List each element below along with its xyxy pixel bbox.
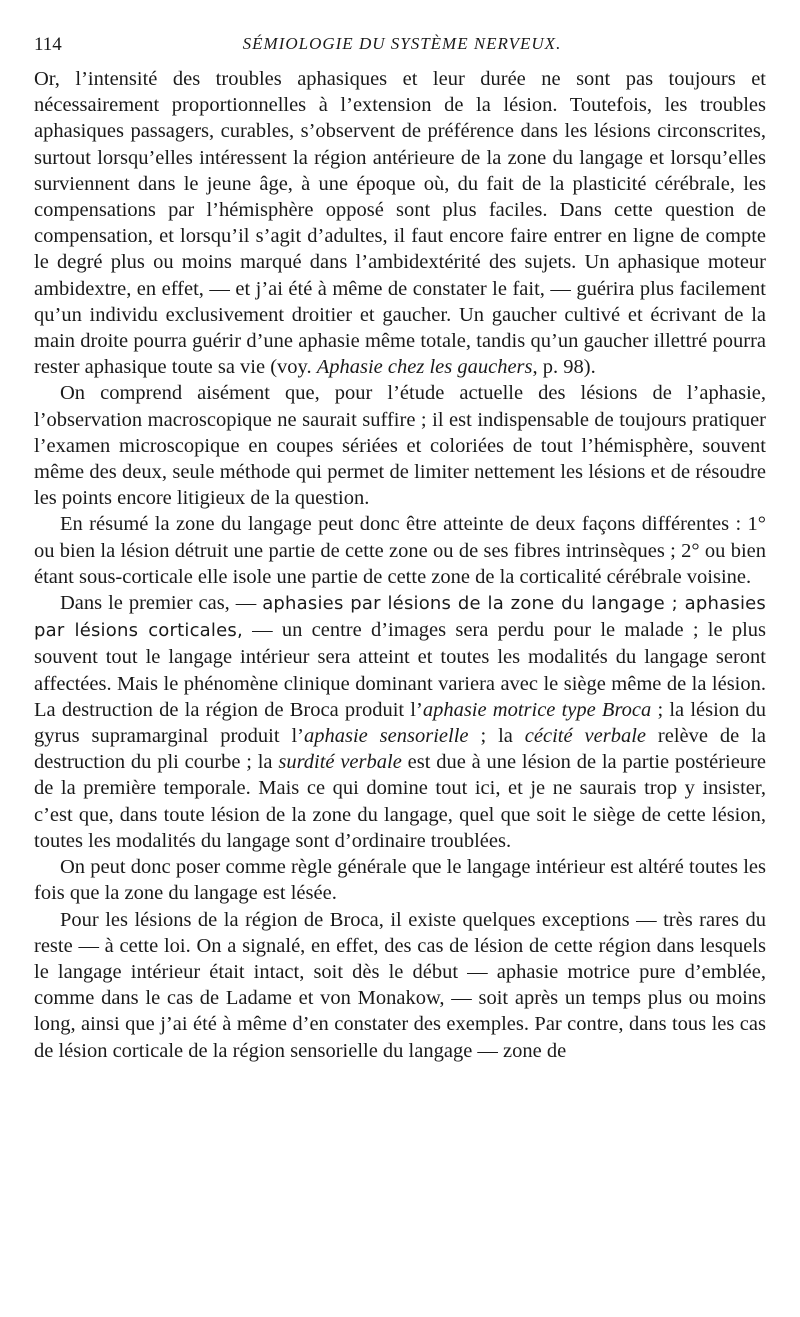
text-run: est due à une lésion de la partie postérieure de la première temporale. Mais ce qui domine tout ici, et je ne saurais trop y insister, c’est que, dans toute lésion de la zone du langage, quel que soit le siège de cette lésion, toutes les modalités du langage sont d’ordinaire troublées. — [34, 751, 766, 852]
paragraph — [34, 590, 766, 854]
paragraph: On comprend aisément que, pour l’étude actuelle des lésions de l’aphasie, l’observation macroscopique ne saurait suffire ; il est indispensable de toujours pratiquer l’examen microscopique en coupes sériées et coloriées de tout l’hémisphère, souvent même des deux, seule méthode qui permet de limiter nettement les lésions et de résoudre les points encore litigieux de la question. — [34, 382, 766, 510]
paragraph: En résumé la zone du langage peut donc être atteinte de deux façons différentes : 1° ou bien la lésion détruit une partie de cette zone ou de ses fibres intrinsèques ; 2° ou bien étant sous-corticale elle isole une partie de cette zone de la corticalité cérébrale voisine. — [34, 513, 766, 588]
text-run: relève de la destruction du pli courbe ; la — [34, 725, 766, 774]
text-run: ; la — [468, 725, 525, 748]
emphasized-term: aphasies par lésions de la zone du langage ; aphasies par lésions corticales, — [34, 593, 766, 642]
italic-term: cécité verbale — [524, 725, 646, 748]
paragraph: Pour les lésions de la région de Broca, il existe quelques exceptions — très rares du reste — à cette loi. On a signalé, en effet, des cas de lésion de cette région dans lesquels le langage intérieur était intact, soit dès le début — aphasie motrice pure d’emblée, comme dans le cas de Ladame et von Monakow, — soit après un temps plus ou moins long, ainsi que j’ai été à même d’en constater des exemples. Par contre, dans tous les cas de lésion corticale de la région sensorielle du langage — zone de — [34, 908, 766, 1062]
italic-term: aphasie sensorielle — [303, 725, 469, 748]
text-run: — un centre d’images sera perdu pour le malade ; le plus souvent tout le langage intérieur sera atteint et toutes les modalités du langage seront affectées. Mais le phénomène clinique dominant variera avec le siège même de la lésion. La destruction de la région de Broca produit l’ — [34, 619, 766, 721]
italic-term: surdité verbale — [278, 751, 402, 774]
text-run: Or, l’intensité des troubles aphasiques et leur durée ne sont pas toujours et nécessairement proportionnelles à l’extension de la lésion. Toutefois, les troubles aphasiques passagers, curables, s’observent de préférence dans les lésions circonscrites, surtout lorsqu’elles intéressent la région antérieure de la zone du langage et lorsqu’elles surviennent dans le jeune âge, à une époque où, du fait de la plasticité cérébrale, les compensations par l’hémisphère opposé sont plus faciles. Dans cette question de compensation, et lorsqu’il s’agit d’adultes, il faut encore faire entrer en ligne de compte le degré plus ou moins marqué dans l’ambidextérité des sujets. Un aphasique moteur ambidextre, en effet, — et j’ai été à même de constater le fait, — guérira plus facilement qu’un individu exclusivement droitier et gaucher. Un gaucher cultivé et écrivant de la main droite pourra guérir d’une aphasie même totale, tandis qu’un gaucher illettré pourra rester aphasique toute sa vie (voy. — [34, 68, 766, 379]
page-header — [34, 34, 770, 60]
body-text — [34, 66, 766, 1064]
italic-term: aphasie motrice type Broca — [422, 698, 652, 721]
text-run: , p. 98). — [532, 356, 596, 379]
text-run: ; la lésion du gyrus supramarginal produit l’ — [34, 698, 766, 748]
text-run: Dans le premier cas, — — [60, 592, 263, 615]
page-number: 114 — [34, 34, 62, 55]
paragraph: On peut donc poser comme règle générale que le langage intérieur est altéré toutes les fois que la zone du langage est lésée. — [34, 856, 766, 905]
running-title: SÉMIOLOGIE DU SYSTÈME NERVEUX. — [242, 34, 562, 53]
italic-citation: Aphasie chez les gauchers — [316, 356, 533, 379]
paragraph — [34, 66, 766, 380]
